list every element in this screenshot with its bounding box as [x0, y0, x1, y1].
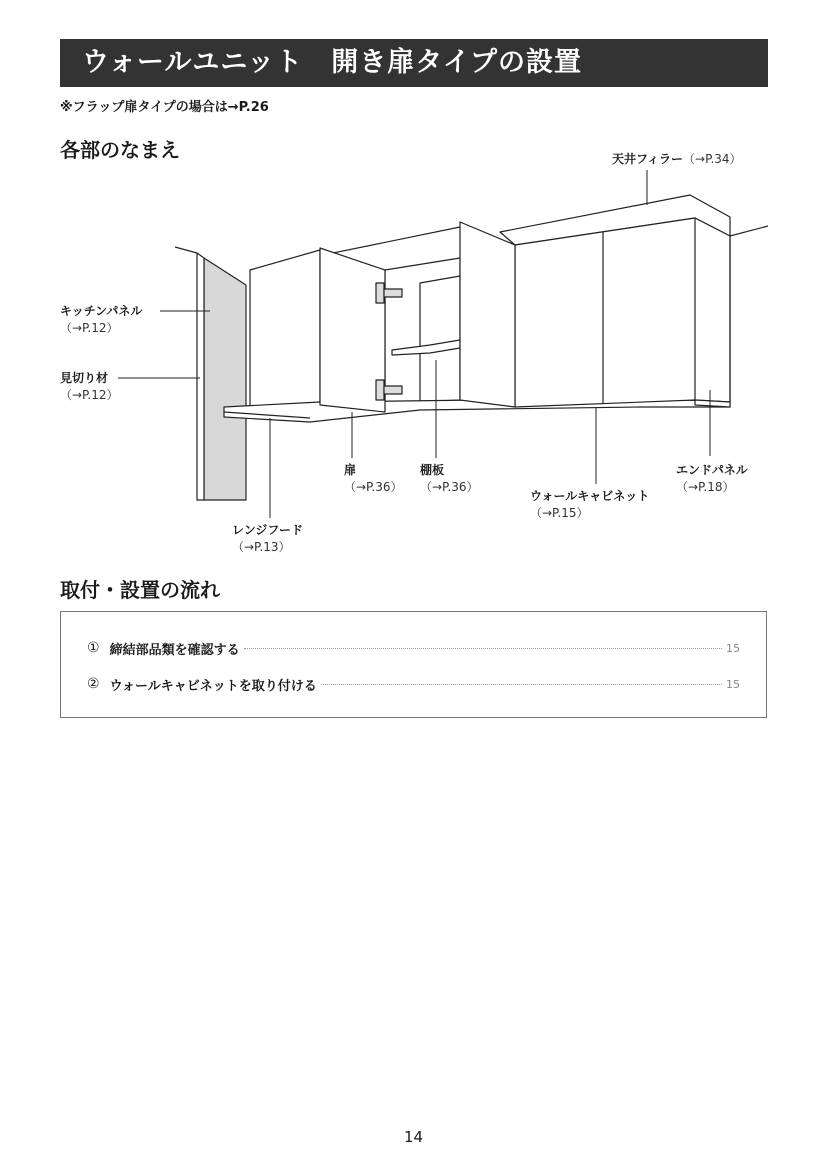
flow-item-label: ウォールキャビネットを取り付ける	[109, 678, 317, 694]
callout-ref: （→P.15）	[530, 506, 589, 520]
callout-name: ウォールキャビネット	[530, 489, 650, 503]
callout-name: 棚板	[420, 463, 445, 477]
kitchen-panel-shape	[204, 258, 246, 500]
callout-trim-member	[60, 370, 119, 404]
flap-door-note: ※フラップ扉タイプの場合は→P.26	[60, 100, 269, 115]
callout-name: 見切り材	[60, 371, 109, 385]
callout-ref: （→P.18）	[676, 480, 735, 494]
callout-ceiling-filler	[612, 151, 742, 168]
callout-shelf	[420, 462, 479, 496]
parts-heading: 各部のなまえ	[60, 138, 180, 162]
flow-heading: 取付・設置の流れ	[60, 578, 220, 602]
callout-name: レンジフード	[232, 523, 304, 537]
dotted-leader	[321, 684, 722, 685]
callout-door	[344, 462, 403, 496]
callout-ref: （→P.36）	[420, 480, 479, 494]
installation-flow-box	[60, 611, 767, 718]
left-cabinet-box	[250, 250, 320, 407]
callout-ref: （→P.36）	[344, 480, 403, 494]
flow-item[interactable]	[87, 674, 740, 694]
callout-name: 扉	[344, 463, 357, 477]
callout-ref: （→P.12）	[60, 388, 119, 402]
callout-ref: （→P.34）	[683, 152, 742, 166]
page-title: ウォールユニット 開き扉タイプの設置	[60, 39, 768, 87]
open-door-left	[320, 248, 385, 412]
open-door-right	[460, 222, 515, 407]
page-number: 14	[403, 1128, 424, 1146]
callout-end-panel	[676, 462, 748, 496]
callout-kitchen-panel	[60, 303, 142, 337]
flow-item-page: 15	[726, 641, 740, 655]
flow-item-number: ②	[87, 676, 100, 692]
callout-range-hood	[232, 522, 303, 556]
callout-ref: （→P.12）	[60, 321, 119, 335]
trim-member-shape	[197, 253, 204, 500]
callout-name: 天井フィラー	[612, 152, 684, 166]
flow-item[interactable]	[87, 638, 740, 658]
flow-item-number: ①	[87, 640, 100, 656]
callout-wall-cabinet	[530, 488, 649, 522]
flow-item-label: 締結部品類を確認する	[109, 642, 240, 658]
dotted-leader	[244, 648, 722, 649]
callout-ref: （→P.13）	[232, 540, 291, 554]
callout-name: エンドパネル	[676, 463, 748, 477]
callout-name: キッチンパネル	[60, 304, 143, 318]
wall-cabinet-right	[515, 218, 730, 407]
flow-item-page: 15	[726, 677, 740, 691]
